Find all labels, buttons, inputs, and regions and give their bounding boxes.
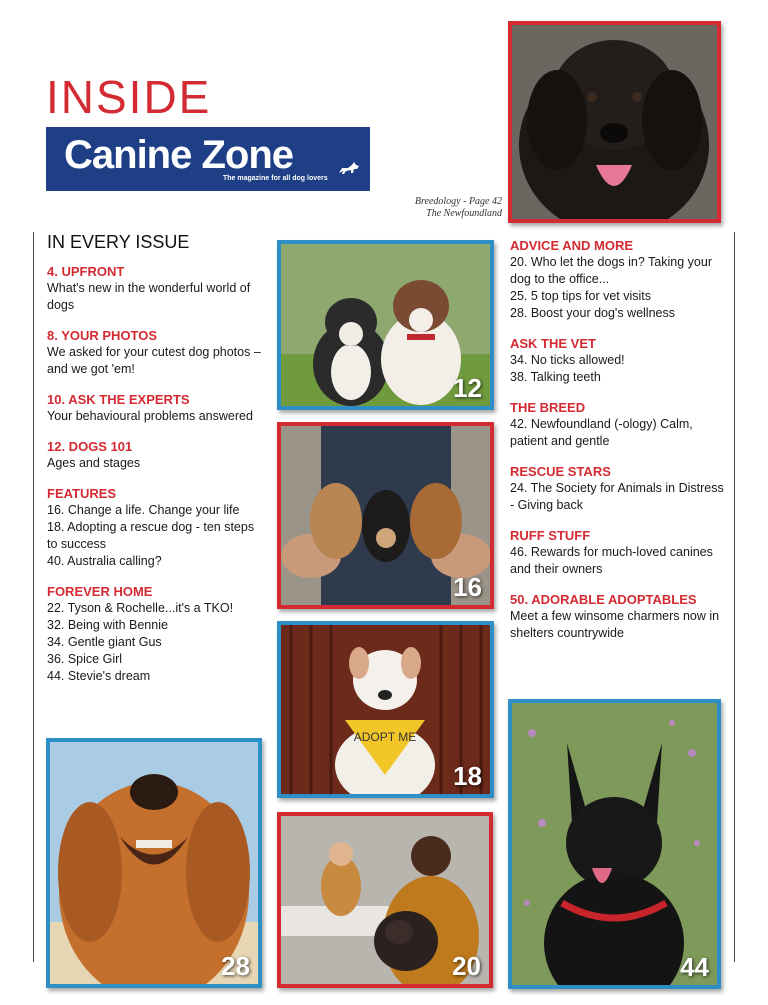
section-title: RESCUE STARS	[510, 464, 611, 479]
section-ask-the-experts	[47, 391, 261, 425]
page-number-badge: 12	[453, 373, 482, 403]
section-item: Your behavioural problems answered	[47, 409, 253, 423]
section-item: Ages and stages	[47, 456, 141, 470]
canine-zone-logo	[46, 127, 370, 191]
caption-line-2: The Newfoundland	[426, 208, 502, 219]
caption-line-1: Breedology - Page 42	[414, 196, 502, 207]
section-item: 34. No ticks allowed!	[510, 353, 625, 367]
section-title: RUFF STUFF	[510, 528, 591, 543]
section-item: 24. The Society for Animals in Distress - Giving back	[510, 481, 724, 512]
section-item: 25. 5 top tips for vet visits	[510, 289, 652, 303]
section-item: 22. Tyson & Rochelle...it's a TKO!	[47, 601, 234, 615]
section-upfront	[47, 263, 261, 314]
section-title: ASK THE VET	[510, 336, 596, 351]
inside-title: INSIDE	[46, 71, 212, 123]
section-item: 38. Talking teeth	[510, 370, 601, 384]
page-number-badge: 28	[221, 951, 250, 981]
section-item: 46. Rewards for much-loved canines and their owners	[510, 545, 713, 576]
left-contents-column	[47, 232, 261, 698]
section-item: 40. Australia calling?	[47, 554, 162, 568]
section-your-photos	[47, 327, 261, 378]
page-number-badge: 44	[680, 952, 709, 982]
right-rule	[734, 232, 735, 962]
section-item: What's new in the wonderful world of dogs	[47, 281, 251, 312]
newfoundland-photo	[508, 21, 721, 223]
section-item: We asked for your cutest dog photos – and we got 'em!	[47, 345, 261, 376]
rescue-puppies-photo-16	[277, 422, 494, 609]
section-ruff-stuff	[510, 527, 726, 578]
section-item: 20. Who let the dogs in? Taking your dog to the office...	[510, 255, 712, 286]
section-title: FOREVER HOME	[47, 584, 153, 599]
page-number-badge: 20	[452, 951, 481, 981]
section-adorable-adoptables	[510, 591, 726, 642]
section-title: ADVICE AND MORE	[510, 238, 634, 253]
section-item: 18. Adopting a rescue dog - ten steps to success	[47, 520, 255, 551]
right-contents-column	[510, 237, 726, 655]
section-ask-the-vet	[510, 335, 726, 386]
section-item: 32. Being with Bennie	[47, 618, 168, 632]
section-item: 42. Newfoundland (-ology) Calm, patient and gentle	[510, 417, 693, 448]
section-title: THE BREED	[510, 400, 586, 415]
section-title: 8. YOUR PHOTOS	[47, 328, 158, 343]
section-item: 16. Change a life. Change your life	[47, 503, 240, 517]
section-rescue-stars	[510, 463, 726, 514]
section-item: 36. Spice Girl	[47, 652, 123, 666]
adopt-me-dog-photo-18	[277, 621, 494, 798]
page-number-badge: 16	[453, 572, 482, 602]
in-every-issue-heading: IN EVERY ISSUE	[47, 232, 190, 252]
section-item: 34. Gentle giant Gus	[47, 635, 162, 649]
bandana-text: ADOPT ME	[353, 730, 417, 744]
section-title: FEATURES	[47, 486, 117, 501]
page-number-badge: 18	[453, 761, 482, 791]
dog-silhouette-icon	[336, 161, 362, 177]
left-rule	[33, 232, 34, 962]
logo-name: Canine Zone	[64, 133, 294, 177]
section-item: 28. Boost your dog's wellness	[510, 306, 675, 320]
section-title: 10. ASK THE EXPERTS	[47, 392, 190, 407]
section-features	[47, 485, 261, 570]
logo-tagline: The magazine for all dog lovers	[223, 175, 328, 182]
black-dog-photo-44	[508, 699, 721, 989]
office-dog-photo-20	[277, 812, 493, 988]
section-title: 4. UPFRONT	[47, 264, 125, 279]
golden-retriever-photo-28	[46, 738, 262, 988]
puppies-photo-12	[277, 240, 494, 410]
cover-caption	[415, 196, 502, 220]
section-advice-and-more	[510, 237, 726, 322]
section-dogs-101	[47, 438, 261, 472]
section-title: 12. DOGS 101	[47, 439, 133, 454]
section-forever-home	[47, 583, 261, 685]
section-item: 44. Stevie's dream	[47, 669, 151, 683]
section-the-breed	[510, 399, 726, 450]
section-item: Meet a few winsome charmers now in shelters countrywide	[510, 609, 720, 640]
section-title: 50. ADORABLE ADOPTABLES	[510, 592, 697, 607]
